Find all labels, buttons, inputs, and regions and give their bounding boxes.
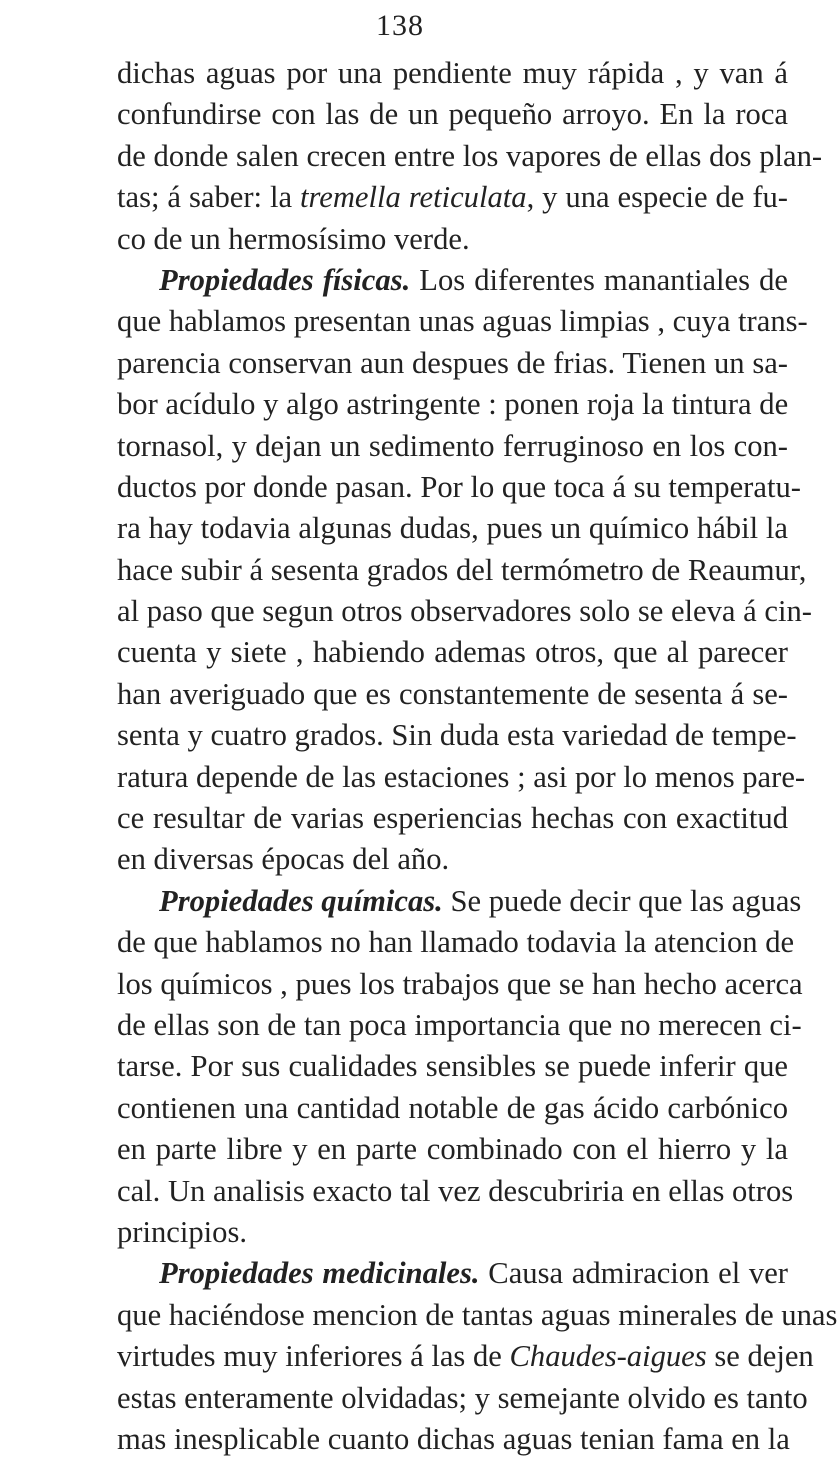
text-line: Propiedades físicas. Los diferentes manantiales de	[159, 262, 788, 297]
text-line: estas enteramente olvidadas; y semejante olvido es tanto	[117, 1380, 808, 1415]
text-line: confundirse con las de un pequeño arroyo. En la roca	[117, 97, 788, 132]
text-line: senta y cuatro grados. Sin duda esta variedad de tempe-	[117, 718, 797, 753]
text-line: que haciéndose mencion de tantas aguas minerales de unas	[117, 1297, 837, 1332]
species-name: tremella reticulata	[299, 180, 527, 215]
text-line: en parte libre y en parte combinado con el hierro y la	[117, 1132, 788, 1167]
text-line: dichas aguas por una pendiente muy rápida , y van á	[117, 56, 788, 90]
text-line: en diversas épocas del año.	[117, 842, 450, 877]
text-line: tornasol, y dejan un sedimento ferruginoso en los con-	[117, 428, 788, 463]
text-line: ra hay todavia algunas dudas, pues un químico hábil la	[117, 511, 788, 546]
text-line: mas inesplicable cuanto dichas aguas tenian fama en la	[117, 1421, 790, 1456]
text-line: Propiedades químicas. Se puede decir que las aguas	[159, 883, 802, 918]
text-line: que hablamos presentan unas aguas limpias , cuya trans-	[117, 304, 808, 339]
text-line: cuenta y siete , habiendo ademas otros, que al parecer	[117, 635, 788, 670]
text-line: bor acídulo y algo astringente : ponen roja la tintura de	[117, 387, 789, 422]
body-text	[117, 53, 837, 1460]
text-line: cal. Un analisis exacto tal vez descubriria en ellas otros	[117, 1173, 794, 1208]
text-line: tas; á saber: la tremella reticulata, y una especie de fu-	[117, 180, 788, 215]
section-heading-medicinales: Propiedades medicinales.	[159, 1256, 480, 1291]
text-line: de donde salen crecen entre los vapores de ellas dos plan-	[117, 138, 823, 173]
text-line: co de un hermosísimo verde.	[117, 221, 470, 256]
text-line: los químicos , pues los trabajos que se han hecho acerca	[117, 966, 803, 1001]
section-heading-quimicas: Propiedades químicas.	[159, 883, 443, 918]
text-line: principios.	[117, 1214, 248, 1249]
text-line: ductos por donde pasan. Por lo que toca á su temperatu-	[117, 469, 801, 504]
text-line: tarse. Por sus cualidades sensibles se puede inferir que	[117, 1049, 788, 1084]
text-line: han averiguado que es constantemente de sesenta á se-	[117, 676, 788, 711]
text-line: de ellas son de tan poca importancia que no merecen ci-	[117, 1007, 802, 1042]
text-line: hace subir á sesenta grados del termómetro de Reaumur,	[117, 552, 807, 587]
text-line: ratura depende de las estaciones ; asi por lo menos pare-	[117, 759, 806, 794]
place-name: Chaudes-aigues	[509, 1339, 707, 1374]
text-line: ce resultar de varias esperiencias hechas con exactitud	[117, 801, 788, 836]
text-line: parencia conservan aun despues de frias. Tienen un sa-	[117, 345, 788, 380]
text-line: Propiedades medicinales. Causa admiracion el ver	[159, 1256, 788, 1291]
text-line: contienen una cantidad notable de gas ácido carbónico	[117, 1090, 788, 1125]
text-line: virtudes muy inferiores á las de Chaudes-aigues se dejen	[117, 1339, 814, 1374]
section-heading-fisicas: Propiedades físicas.	[159, 262, 411, 297]
text-line: al paso que segun otros observadores solo se eleva á cin-	[117, 594, 812, 629]
text-line: de que hablamos no han llamado todavia la atencion de	[117, 925, 795, 960]
page-number: 138	[376, 9, 424, 42]
